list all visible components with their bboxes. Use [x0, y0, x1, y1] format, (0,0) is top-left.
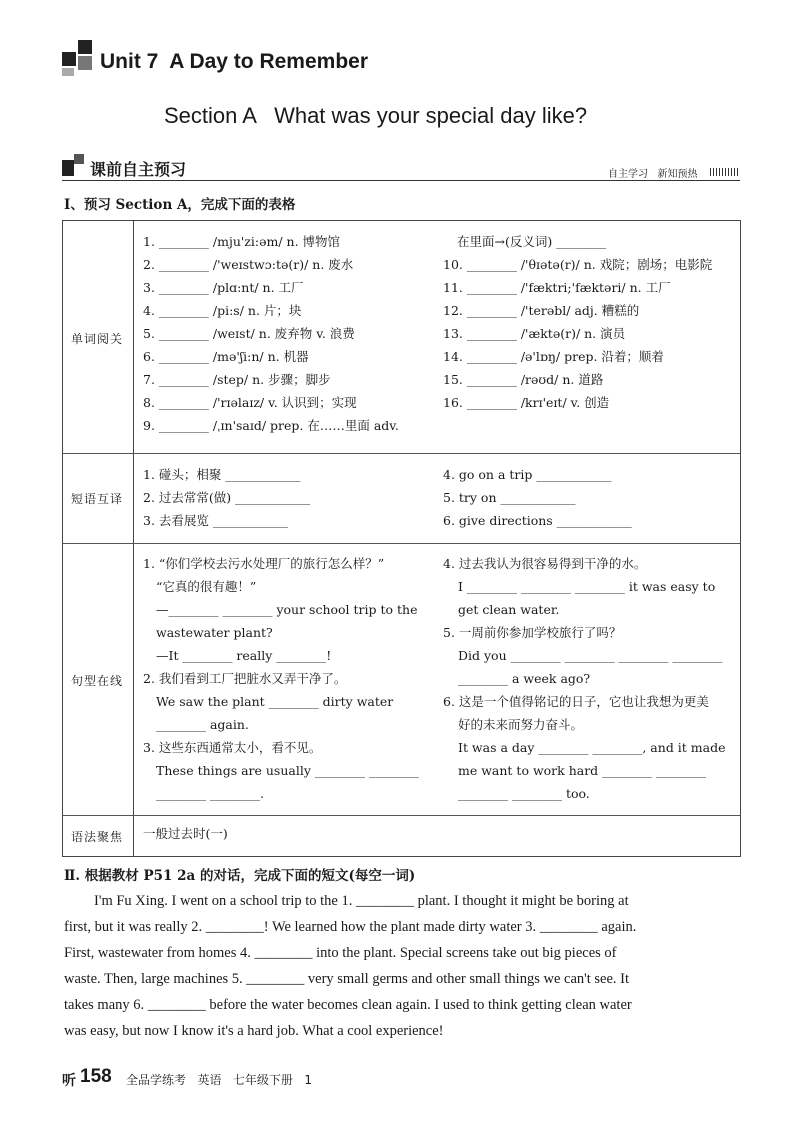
sentence-line: me want to work hard ________ ________: [458, 763, 707, 778]
phrase-item: 1. 碰头；相聚 ____________: [143, 467, 301, 482]
preview-icon: [62, 160, 74, 176]
sentence-line: It was a day ________ ________, and it made: [458, 740, 726, 755]
phrase-item: 3. 去看展览 ____________: [143, 513, 288, 528]
sentence-line: 4. 过去我认为很容易得到干净的水。: [443, 556, 647, 571]
vocab-label: 单词阅关: [70, 332, 123, 346]
header-square-icon: [78, 40, 92, 54]
sentence-line: —It ________ really ________!: [156, 648, 332, 663]
sentence-line: 6. 这是一个值得铭记的日子，它也让我想为更美: [443, 694, 709, 709]
sentence-line: ________ a week ago?: [458, 671, 591, 686]
vocab-item: 13. ________ /'æktə(r)/ n. 演员: [443, 326, 626, 341]
vocab-item: 16. ________ /krɪ'eɪt/ v. 创造: [443, 395, 610, 410]
vocab-item: 1. ________ /mju'zi:əm/ n. 博物馆: [143, 234, 341, 249]
header-square-icon: [78, 56, 92, 70]
vocab-item: 10. ________ /'θɪətə(r)/ n. 戏院；剧场；电影院: [443, 257, 713, 272]
table-row-divider: [62, 543, 740, 544]
sentence-line: ________ ________ too.: [458, 786, 590, 801]
phrase-item: 4. go on a trip ____________: [443, 467, 612, 482]
part1-heading: Ⅰ、预习 Section A，完成下面的表格: [64, 197, 296, 213]
grammar-label: 语法聚焦: [70, 830, 123, 844]
sentence-line: 2. 我们看到工厂把脏水又弄干净了。: [143, 671, 347, 686]
sentence-line: “它真的很有趣！”: [156, 579, 257, 594]
paragraph-line: First, wastewater from homes 4. ________ into the plant. Special screens take out big pieces of: [64, 945, 617, 961]
preview-title: 课前自主预习: [90, 160, 187, 179]
sentence-line: 好的未来而努力奋斗。: [458, 717, 584, 732]
unit-title: Unit 7 A Day to Remember: [100, 50, 369, 73]
vocab-item: 3. ________ /plɑ:nt/ n. 工厂: [143, 280, 304, 295]
paragraph-line: I'm Fu Xing. I went on a school trip to the 1. ________ plant. I thought it might be boring at: [94, 893, 629, 909]
sentence-line: These things are usually ________ ________: [156, 763, 419, 778]
table-row-divider: [62, 453, 740, 454]
vocab-item: 5. ________ /weɪst/ n. 废弃物 v. 浪费: [143, 326, 355, 341]
vocab-item: 6. ________ /mə'ʃi:n/ n. 机器: [143, 349, 309, 364]
sentence-line: wastewater plant?: [156, 625, 273, 640]
vocab-item: 14. ________ /ə'lɒŋ/ prep. 沿着；顺着: [443, 349, 664, 364]
vocab-item: 15. ________ /rəʊd/ n. 道路: [443, 372, 604, 387]
sentence-line: ________ ________.: [156, 786, 264, 801]
vocab-item: 12. ________ /'terəbl/ adj. 糟糕的: [443, 303, 640, 318]
header-square-icon: [62, 68, 74, 76]
sentence-line: Did you ________ ________ ________ ________: [458, 648, 723, 663]
sentence-line: I ________ ________ ________ it was easy to: [458, 579, 716, 594]
vocab-item: 9. ________ /ˌɪn'saɪd/ prep. 在……里面 adv.: [143, 418, 399, 433]
footer-page-prefix: 听: [62, 1073, 76, 1089]
sentence-line: 5. 一周前你参加学校旅行了吗？: [443, 625, 622, 640]
preview-tag-ticks: [710, 168, 738, 176]
phrase-item: 6. give directions ____________: [443, 513, 632, 528]
vocab-item: 8. ________ /'rɪəlaɪz/ v. 认识到；实现: [143, 395, 357, 410]
sentence-label: 句型在线: [70, 674, 123, 688]
preview-tag: 自主学习 新知预热: [608, 169, 698, 180]
sentence-line: —________ ________ your school trip to the: [156, 602, 418, 617]
paragraph-line: takes many 6. ________ before the water becomes clean again. I used to think getting clean water: [64, 997, 632, 1013]
grammar-text: 一般过去时(一): [143, 826, 228, 841]
part2-heading: Ⅱ. 根据教材 P51 2a 的对话，完成下面的短文(每空一词): [64, 868, 416, 884]
sentence-line: ________ again.: [156, 717, 249, 732]
preview-icon: [74, 154, 84, 164]
paragraph-line: waste. Then, large machines 5. ________ very small germs and other small things we can't see. It: [64, 971, 630, 987]
section-title: Section A What was your special day like?: [164, 103, 588, 128]
phrase-label: 短语互译: [70, 492, 123, 506]
phrase-item: 2. 过去常常(做) ____________: [143, 490, 311, 505]
sentence-line: 3. 这些东西通常太小，看不见。: [143, 740, 322, 755]
paragraph-line: was easy, but now I know it's a hard job. What a cool experience!: [64, 1023, 444, 1039]
vocab-item: 在里面→(反义词) ________: [457, 234, 607, 249]
paragraph-line: first, but it was really 2. ________! We learned how the plant made dirty water 3. ________ again.: [64, 919, 637, 935]
sentence-line: 1. “你们学校去污水处理厂的旅行怎么样？”: [143, 556, 385, 571]
page-number: 158: [80, 1066, 112, 1087]
header-square-icon: [62, 52, 76, 66]
table-col-divider: [133, 220, 134, 856]
vocab-item: 7. ________ /step/ n. 步骤；脚步: [143, 372, 331, 387]
table-row-divider: [62, 815, 740, 816]
phrase-item: 5. try on ____________: [443, 490, 576, 505]
vocab-item: 4. ________ /pi:s/ n. 片；块: [143, 303, 302, 318]
vocab-item: 2. ________ /'weɪstwɔ:tə(r)/ n. 废水: [143, 257, 354, 272]
sentence-line: get clean water.: [458, 602, 560, 617]
book-title: 全品学练考 英语 七年级下册 1: [126, 1073, 312, 1087]
sentence-line: We saw the plant ________ dirty water: [156, 694, 394, 709]
preview-divider: [62, 180, 740, 181]
vocab-item: 11. ________ /'fæktri;'fæktəri/ n. 工厂: [443, 280, 671, 295]
